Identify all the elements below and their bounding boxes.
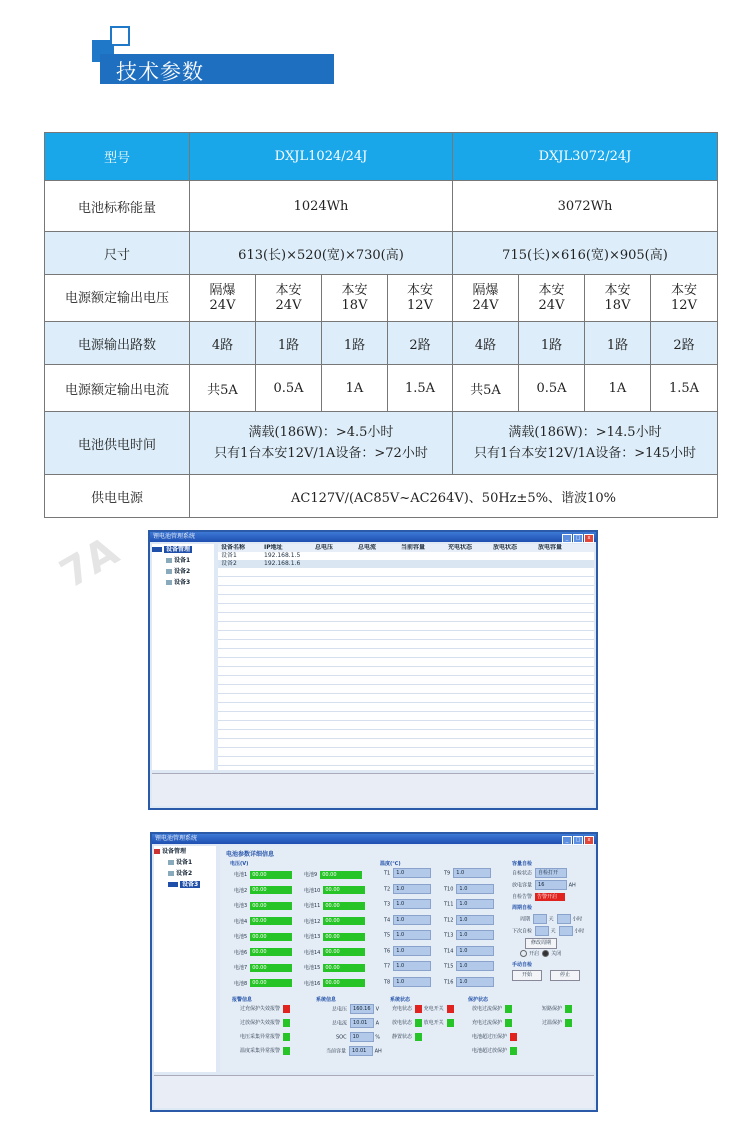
idle-status: 静置状态 <box>392 1032 422 1042</box>
cell-value: 4路 <box>453 322 519 365</box>
close-icon[interactable]: x <box>584 534 594 543</box>
cell-model-b: DXJL3072/24J <box>453 133 718 181</box>
temp-cell: T4 1.0 <box>384 915 431 925</box>
voltage-cell: 电池8 00.00 <box>234 979 292 989</box>
temp-section-title: 温度(℃) <box>380 861 401 867</box>
discharge-status: 放电状态 放电开关 <box>392 1018 454 1028</box>
window-title: 锂电池管理系统 <box>155 835 198 842</box>
cell-value: 4路 <box>190 322 256 365</box>
temp-cell: T2 1.0 <box>384 884 431 894</box>
table-row-power <box>45 475 718 518</box>
alarm-item: 过充保护失效报警 <box>240 1004 290 1014</box>
maximize-icon[interactable]: □ <box>573 534 583 543</box>
cell-value: 满载(186W)：>4.5小时 只有1台本安12V/1A设备：>72小时 <box>190 412 453 475</box>
grid-header: 设备名称 IP地址 总电压 总电流 当前容量 充电状态 放电状态 放电容量 <box>218 544 594 552</box>
device-list-window <box>148 530 598 810</box>
tree-item-device1[interactable]: 设备1 <box>152 555 214 566</box>
table-row[interactable]: 设备1 192.168.1.5 <box>221 552 301 559</box>
cell-value: 1A <box>322 365 388 412</box>
alarm-title: 报警信息 <box>232 997 253 1003</box>
table-row-model <box>45 133 718 181</box>
status-bar <box>154 1075 594 1108</box>
temp-cell: T15 1.0 <box>444 961 494 971</box>
cell-value: 1A <box>585 365 651 412</box>
voltage-cell: 电池5 00.00 <box>234 932 292 942</box>
status-led <box>415 1033 422 1041</box>
status-led <box>565 1019 572 1027</box>
soc: SOC 10 % <box>336 1034 380 1041</box>
temp-cell: T3 1.0 <box>384 899 431 909</box>
voltage-cell: 电池14 00.00 <box>304 948 365 958</box>
voltage-cell: 电池10 00.00 <box>304 886 365 896</box>
temp-cell: T14 1.0 <box>444 946 494 956</box>
table-row-current <box>45 365 718 412</box>
status-led <box>447 1019 454 1027</box>
table-row-time <box>45 412 718 475</box>
voltage-cell: 电池1 00.00 <box>234 870 292 880</box>
temp-cell: T8 1.0 <box>384 977 431 987</box>
status-led <box>283 1047 290 1055</box>
alarm-item: 温度采集异常报警 <box>240 1046 290 1056</box>
device-grid <box>218 544 594 770</box>
set-period-button[interactable]: 修改周期 <box>525 938 557 949</box>
tree-item-device1[interactable]: 设备1 <box>154 857 216 868</box>
voltage-cell: 电池9 00.00 <box>304 870 362 880</box>
voltage-cell: 电池4 00.00 <box>234 917 292 927</box>
device-icon <box>168 860 174 865</box>
window-titlebar <box>150 532 596 542</box>
status-led <box>565 1005 572 1013</box>
capacity-title: 容量自检 <box>512 861 533 867</box>
device-icon <box>166 558 172 563</box>
voltage-section-title: 电压(V) <box>230 861 249 867</box>
cell-value: 613(长)×520(宽)×730(高) <box>190 232 453 275</box>
table-row-voltage <box>45 275 718 322</box>
table-row-energy <box>45 181 718 232</box>
cell-value: 2路 <box>388 322 453 365</box>
cell-value: 2路 <box>651 322 718 365</box>
device-icon <box>168 871 174 876</box>
voltage-cell: 电池6 00.00 <box>234 948 292 958</box>
total-current: 总电流 10.01 A <box>332 1020 380 1027</box>
voltage-cell: 电池13 00.00 <box>304 932 365 942</box>
voltage-cell: 电池16 00.00 <box>304 979 365 989</box>
status-led <box>283 1033 290 1041</box>
start-button[interactable]: 开始 <box>512 970 542 981</box>
cell-value: 本安 18V <box>322 275 388 322</box>
cell-value: 本安 18V <box>585 275 651 322</box>
table-row-size <box>45 232 718 275</box>
radio-off[interactable] <box>542 950 549 957</box>
tree-root[interactable]: 设备管理 <box>152 544 214 555</box>
battery-detail-window <box>150 832 598 1112</box>
device-icon <box>166 580 172 585</box>
protect-item: 电池超过放保护 <box>472 1046 517 1056</box>
temp-cell: T9 1.0 <box>444 868 491 878</box>
cell-value: 1路 <box>256 322 322 365</box>
self-check-toggle: 开启 关闭 <box>520 949 561 959</box>
cell-value: 隔爆 24V <box>190 275 256 322</box>
cell-label: 电源额定输出电压 <box>45 275 190 322</box>
temp-cell: T5 1.0 <box>384 930 431 940</box>
header-decor-outline-square <box>110 26 130 46</box>
folder-icon <box>154 849 160 854</box>
next-check-row: 下次自检 天 小时 <box>512 926 584 936</box>
voltage-cell: 电池2 00.00 <box>234 886 292 896</box>
cell-value: 共5A <box>453 365 519 412</box>
cell-value: 本安 24V <box>256 275 322 322</box>
protect-item: 短路保护 <box>542 1004 572 1014</box>
status-led <box>447 1005 454 1013</box>
total-voltage: 总电压 160.16 V <box>332 1006 380 1013</box>
cell-value: 共5A <box>190 365 256 412</box>
detail-panel <box>220 846 594 1072</box>
cell-label: 电源输出路数 <box>45 322 190 365</box>
stop-button[interactable]: 停止 <box>550 970 580 981</box>
status-led <box>510 1047 517 1055</box>
protect-item: 电池超过压保护 <box>472 1032 517 1042</box>
maximize-icon[interactable]: □ <box>573 836 583 845</box>
voltage-cell: 电池15 00.00 <box>304 963 365 973</box>
period-title: 周期自检 <box>512 905 533 911</box>
cell-label: 电池供电时间 <box>45 412 190 475</box>
charge-status: 充电状态 充电开关 <box>392 1004 454 1014</box>
system-title: 系统信息 <box>316 997 337 1003</box>
cell-value: 1路 <box>519 322 585 365</box>
cell-value: AC127V/(AC85V~AC264V)、50Hz±5%、谐波10% <box>190 475 718 518</box>
spec-table <box>44 132 718 518</box>
temp-cell: T10 1.0 <box>444 884 494 894</box>
minimize-icon[interactable]: _ <box>562 534 572 543</box>
cell-label: 电源额定输出电流 <box>45 365 190 412</box>
temp-cell: T6 1.0 <box>384 946 431 956</box>
device-icon <box>166 569 172 574</box>
tree-root[interactable]: 设备管理 <box>154 846 216 857</box>
next-hour-input[interactable] <box>559 926 573 936</box>
cell-value: 1路 <box>585 322 651 365</box>
voltage-cell: 电池3 00.00 <box>234 901 292 911</box>
temp-cell: T11 1.0 <box>444 899 494 909</box>
voltage-cell: 电池11 00.00 <box>304 901 365 911</box>
protect-title: 保护状态 <box>468 997 489 1003</box>
cell-value: 0.5A <box>256 365 322 412</box>
cell-value: 0.5A <box>519 365 585 412</box>
current-capacity: 当前容量 10.01 AH <box>326 1048 382 1055</box>
tree-item-device3[interactable]: 设备3 <box>152 577 214 588</box>
cell-label: 尺寸 <box>45 232 190 275</box>
period-day-input[interactable] <box>533 914 547 924</box>
voltage-cell: 电池12 00.00 <box>304 917 365 927</box>
cell-label: 型号 <box>45 133 190 181</box>
cell-value: 本安 24V <box>519 275 585 322</box>
manual-title: 手动自检 <box>512 962 533 968</box>
cell-value: 满载(186W)：>14.5小时 只有1台本安12V/1A设备：>145小时 <box>453 412 718 475</box>
device-tree <box>152 544 214 770</box>
table-row-routes <box>45 322 718 365</box>
protect-item: 过温保护 <box>542 1018 572 1028</box>
tree-item-device2[interactable]: 设备2 <box>152 566 214 577</box>
voltage-cell: 电池7 00.00 <box>234 963 292 973</box>
temp-cell: T7 1.0 <box>384 961 431 971</box>
temp-cell: T16 1.0 <box>444 977 494 987</box>
cell-value: 1路 <box>322 322 388 365</box>
tree-item-device2[interactable]: 设备2 <box>154 868 216 879</box>
self-check-state: 自检状态 自检打开 <box>512 868 567 878</box>
radio-on[interactable] <box>520 950 527 957</box>
self-check-alarm: 自检告警 告警开启 <box>512 892 565 902</box>
cell-value: 715(长)×616(宽)×905(高) <box>453 232 718 275</box>
protect-item: 充电过流保护 <box>472 1018 512 1028</box>
folder-icon <box>152 547 162 552</box>
minimize-icon[interactable]: _ <box>562 836 572 845</box>
table-row[interactable]: 设备2 192.168.1.6 <box>218 560 594 568</box>
cell-value: 3072Wh <box>453 181 718 232</box>
temp-cell: T13 1.0 <box>444 930 494 940</box>
alarm-item: 过放保护失效报警 <box>240 1018 290 1028</box>
status-led <box>415 1005 422 1013</box>
cell-value: 1.5A <box>651 365 718 412</box>
cell-value: 1.5A <box>388 365 453 412</box>
cell-label: 电池标称能量 <box>45 181 190 232</box>
temp-cell: T1 1.0 <box>384 868 431 878</box>
status-led <box>510 1033 517 1041</box>
status-bar <box>152 773 594 806</box>
cell-value: 本安 12V <box>388 275 453 322</box>
device-icon <box>168 882 178 887</box>
panel-title: 电池参数详细信息 <box>226 851 275 858</box>
status-led <box>283 1019 290 1027</box>
period-hour-input[interactable] <box>557 914 571 924</box>
status-led <box>505 1019 512 1027</box>
self-check-open-button[interactable]: 自检打开 <box>535 868 567 878</box>
cell-label: 供电电源 <box>45 475 190 518</box>
next-day-input[interactable] <box>535 926 549 936</box>
device-tree <box>154 846 216 1072</box>
cell-value: 隔爆 24V <box>453 275 519 322</box>
cell-model-a: DXJL1024/24J <box>190 133 453 181</box>
watermark-logo: 7A <box>52 528 127 598</box>
status-led <box>283 1005 290 1013</box>
discharge-capacity-input[interactable]: 16 <box>535 880 567 890</box>
period-row: 周期 天 小时 <box>520 914 582 924</box>
cell-value: 本安 12V <box>651 275 718 322</box>
alarm-item: 电压采集异常报警 <box>240 1032 290 1042</box>
temp-cell: T12 1.0 <box>444 915 494 925</box>
status-led <box>415 1019 422 1027</box>
discharge-capacity: 放电容量 16 AH <box>512 882 576 889</box>
close-icon[interactable]: x <box>584 836 594 845</box>
window-titlebar <box>152 834 596 844</box>
protect-item: 放电过流保护 <box>472 1004 512 1014</box>
tree-item-device3[interactable]: 设备3 <box>154 879 216 890</box>
window-title: 锂电池管理系统 <box>153 533 196 540</box>
status-led <box>505 1005 512 1013</box>
page-title: 技术参数 <box>116 60 204 84</box>
cell-value: 1024Wh <box>190 181 453 232</box>
status-title: 系统状态 <box>390 997 411 1003</box>
grid-empty-rows <box>218 568 594 770</box>
alarm-status-badge: 告警开启 <box>535 893 565 901</box>
